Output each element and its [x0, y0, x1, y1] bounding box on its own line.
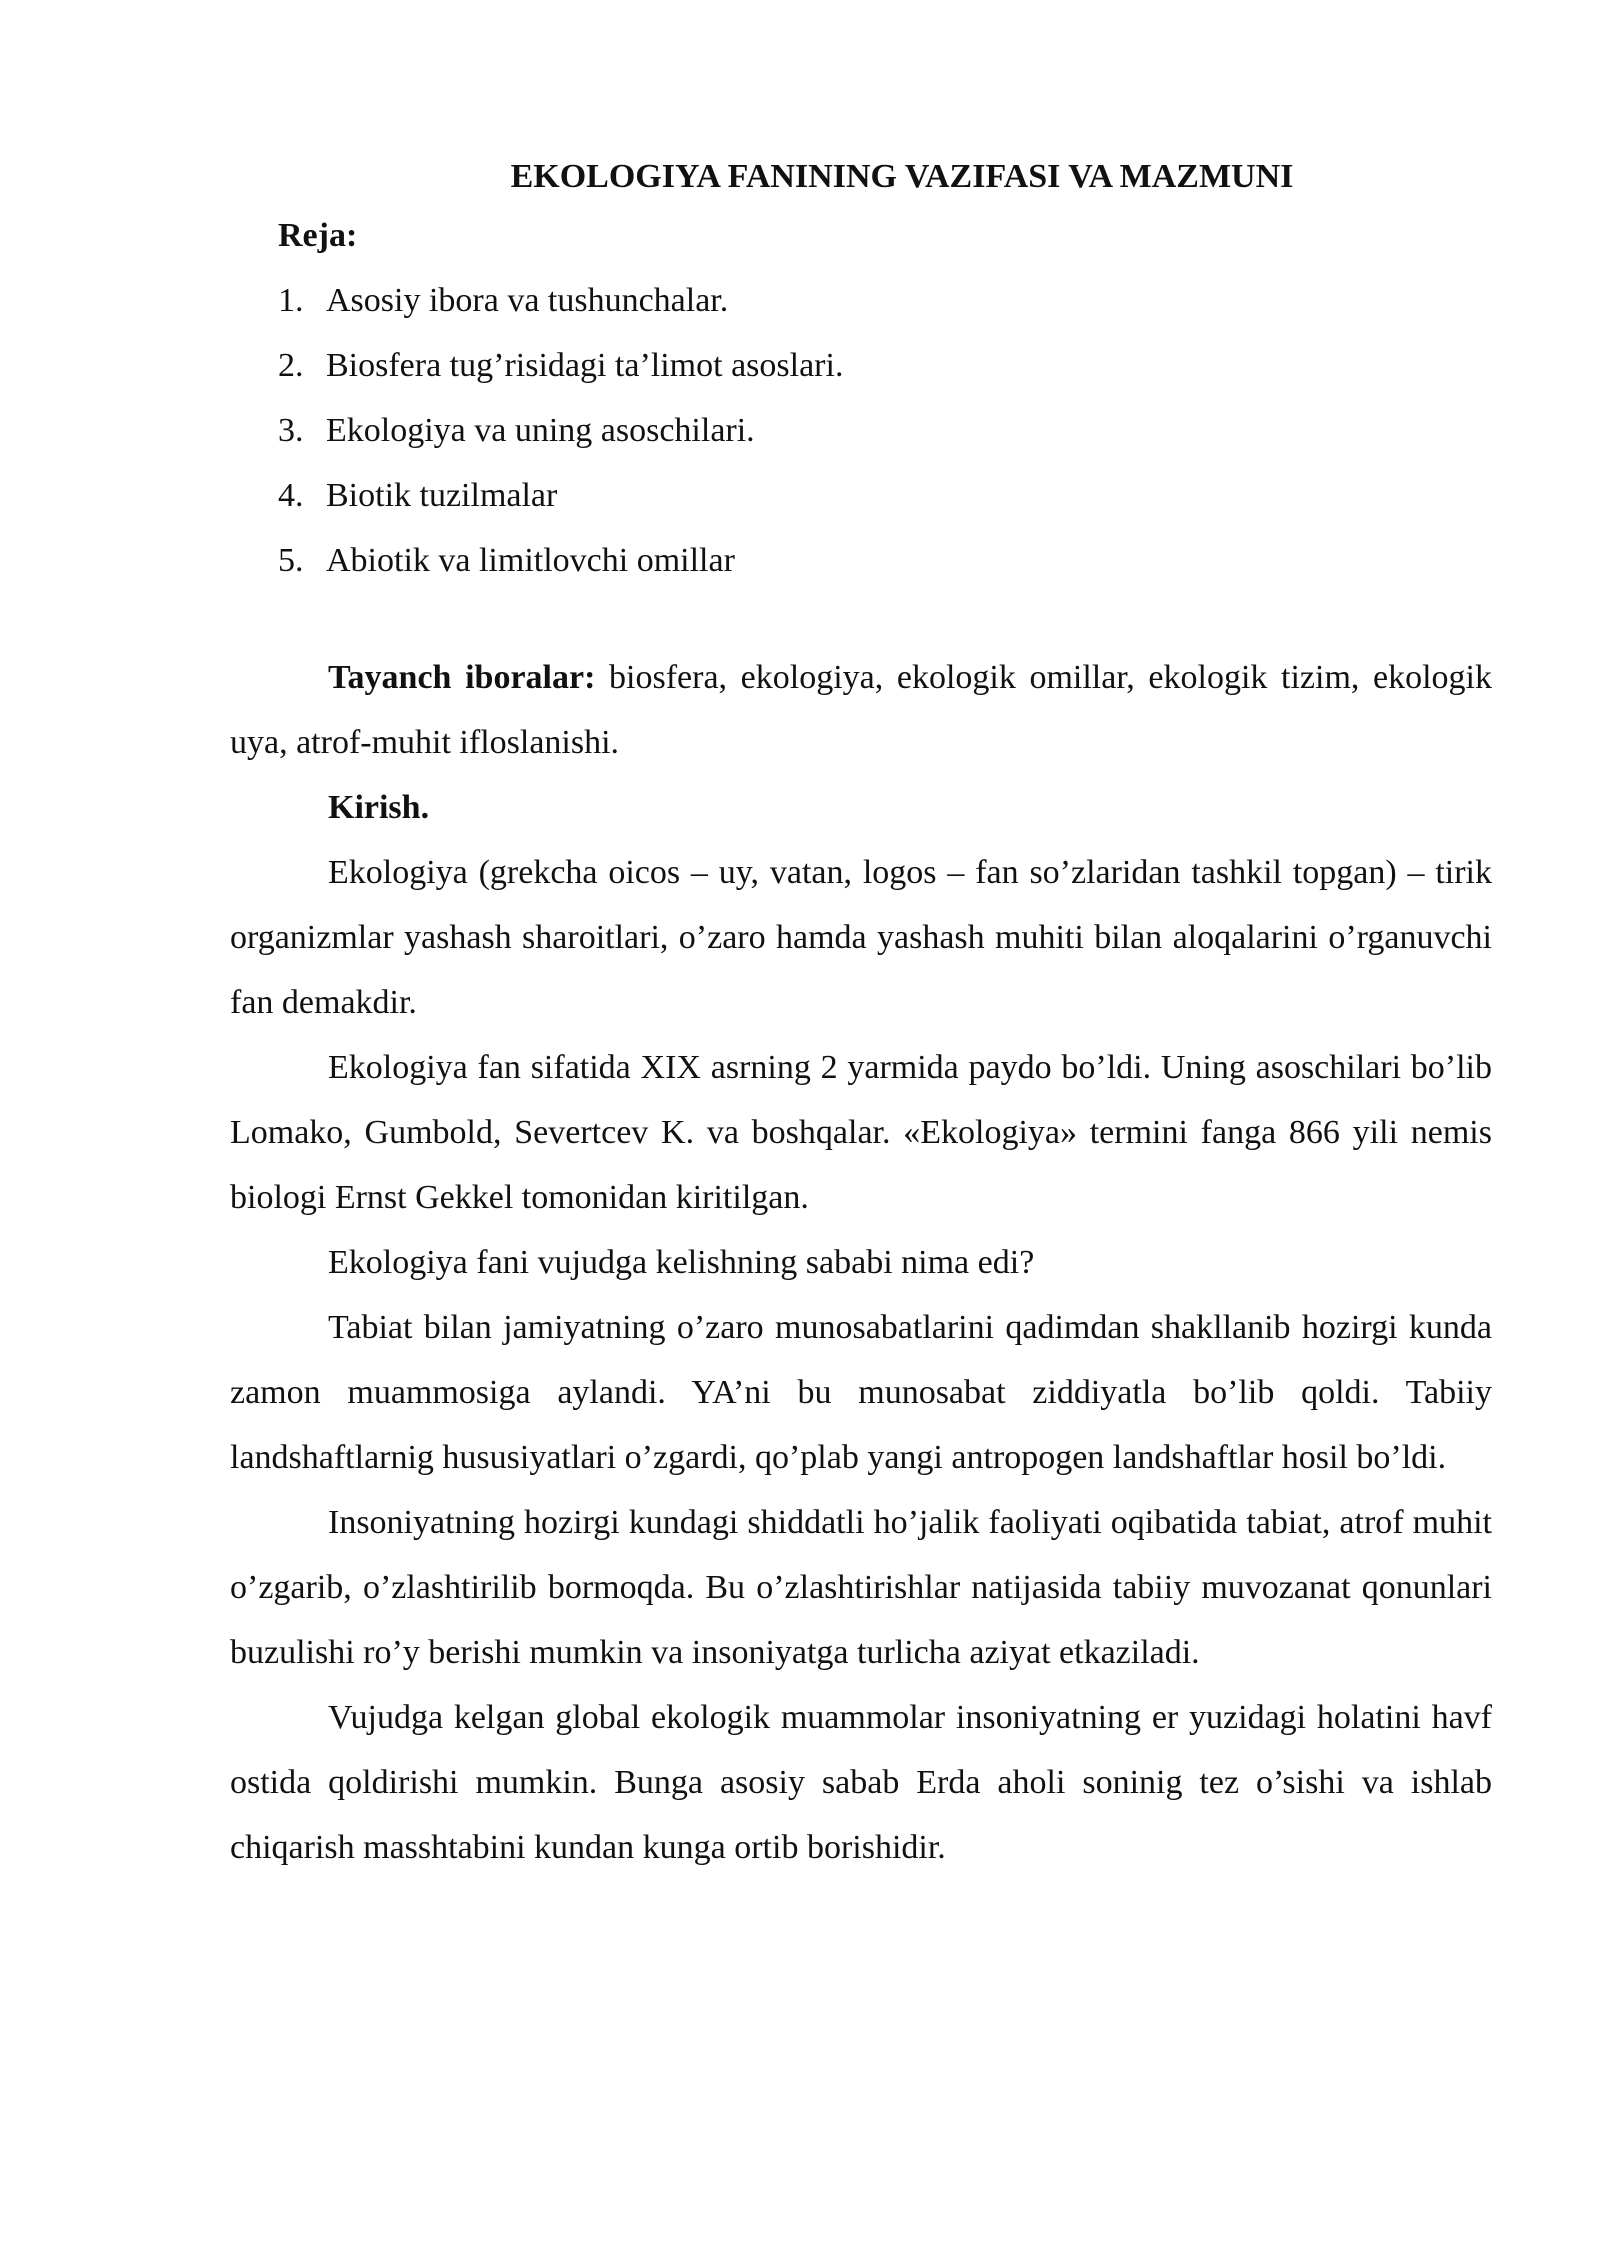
plan-list [230, 268, 1492, 593]
keywords-paragraph [230, 645, 1492, 775]
body-paragraph: Ekologiya fan sifatida XIX asrning 2 yarmida paydo bo’ldi. Uning asoschilari bo’lib Lomako, Gumbold, Severtcev K. va boshqalar. «Ekologiya» termini fanga 866 yili nemis biologi Ernst Gekkel tomonidan kiritilgan. [230, 1049, 1492, 1216]
document-title: EKOLOGIYA FANINING VAZIFASI VA MAZMUNI [510, 158, 1294, 195]
keywords-label: Tayanch iboralar: [328, 659, 596, 696]
plan-item-text: Asosiy ibora va tushunchalar. [326, 282, 729, 319]
plan-label: Reja: [278, 217, 358, 254]
body-paragraph: Ekologiya (grekcha oicos – uy, vatan, logos – fan so’zlaridan tashkil topgan) – tirik organizmlar yashash sharoitlari, o’zaro hamda yashash muhiti bilan aloqalarini o’rganuvchi fan demakdir. [230, 854, 1492, 1021]
plan-item-number: 1. [278, 282, 304, 319]
plan-item [278, 398, 1492, 463]
document-page [230, 150, 1492, 1880]
plan-item-text: Biotik tuzilmalar [326, 477, 558, 514]
plan-item-number: 2. [278, 347, 304, 384]
keywords-text: biosfera, ekologiya, ekologik omillar, ekologik tizim, ekologik uya, atrof-muhit ifloslanishi. [230, 659, 1492, 761]
body-paragraph: Vujudga kelgan global ekologik muammolar insoniyatning er yuzidagi holatini havf ostida qoldirishi mumkin. Bunga asosiy sabab Erda aholi soninig tez o’sishi va ishlab chiqarish masshtabini kundan kunga ortib borishidir. [230, 1699, 1492, 1866]
body-paragraph: Tabiat bilan jamiyatning o’zaro munosabatlarini qadimdan shakllanib hozirgi kunda zamon muammosiga aylandi. YA’ni bu munosabat ziddiyatla bo’lib qoldi. Tabiiy landshaftlarnig hususiyatlari o’zgardi, qo’plab yangi antropogen landshaftlar hosil bo’ldi. [230, 1309, 1492, 1476]
intro-heading: Kirish. [328, 789, 430, 826]
plan-item-number: 5. [278, 542, 304, 579]
section-spacer [230, 593, 1492, 645]
body-paragraph: Insoniyatning hozirgi kundagi shiddatli ho’jalik faoliyati oqibatida tabiat, atrof muhit o’zgarib, o’zlashtirilib bormoqda. Bu o’zlashtirishlar natijasida tabiiy muvozanat qonunlari buzulishi ro’y berishi mumkin va insoniyatga turlicha aziyat etkaziladi. [230, 1504, 1492, 1671]
plan-item-text: Biosfera tug’risidagi ta’limot asoslari. [326, 347, 844, 384]
plan-item [278, 268, 1492, 333]
body-paragraph: Ekologiya fani vujudga kelishning sababi nima edi? [328, 1244, 1035, 1281]
plan-item [278, 333, 1492, 398]
plan-item-number: 4. [278, 477, 304, 514]
plan-item-text: Ekologiya va uning asoschilari. [326, 412, 755, 449]
plan-item [278, 528, 1492, 593]
plan-item-text: Abiotik va limitlovchi omillar [326, 542, 735, 579]
plan-item [278, 463, 1492, 528]
plan-item-number: 3. [278, 412, 304, 449]
